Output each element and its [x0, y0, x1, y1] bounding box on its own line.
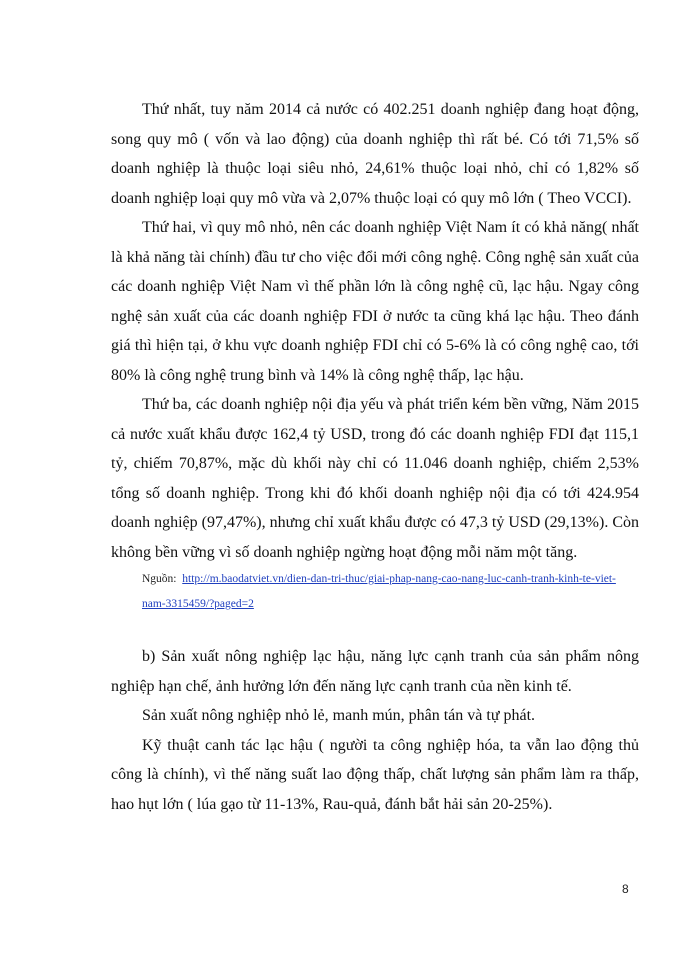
paragraph-second-point: Thứ hai, vì quy mô nhỏ, nên các doanh nghiệp Việt Nam ít có khả năng( nhất là khả năng tài chính) đầu tư cho việc đổi mới công nghệ. Công nghệ sản xuất của các doanh nghiệp Việt Nam vì thế phần lớn là công nghệ cũ, lạc hậu. Ngay công nghệ sản xuất của các doanh nghiệp FDI ở nước ta cũng khá lạc hậu. Theo đánh giá thì hiện tại, ở khu vực doanh nghiệp FDI chỉ có 5-6% là có công nghệ cao, tới 80% là công nghệ trung bình và 14% là công nghệ thấp, lạc hậu. — [111, 219, 639, 384]
source-label: Nguồn: — [142, 573, 177, 585]
page-number: 8 — [622, 882, 629, 896]
source-citation — [111, 567, 639, 617]
section-b-paragraph-1: Sản xuất nông nghiệp nhỏ lẻ, manh mún, phân tán và tự phát. — [142, 707, 536, 724]
section-b-heading: b) Sản xuất nông nghiệp lạc hậu, năng lực cạnh tranh của sản phẩm nông nghiệp hạn chế, ảnh hưởng lớn đến năng lực cạnh tranh của nền kinh tế. — [111, 648, 639, 695]
source-link[interactable]: http://m.baodatviet.vn/dien-dan-tri-thuc/giai-phap-nang-cao-nang-luc-canh-tranh-kinh-te-viet-nam-3315459/?paged=2 — [142, 573, 616, 610]
paragraph-first-point: Thứ nhất, tuy năm 2014 cả nước có 402.251 doanh nghiệp đang hoạt động, song quy mô ( vốn và lao động) của doanh nghiệp thì rất bé. Có tới 71,5% số doanh nghiệp là thuộc loại siêu nhỏ, 24,61% thuộc loại nhỏ, chỉ có 1,82% số doanh nghiệp loại quy mô vừa và 2,07% thuộc loại có quy mô lớn ( Theo VCCI). — [111, 101, 639, 207]
page-body — [111, 95, 639, 819]
section-b-paragraph-2: Kỹ thuật canh tác lạc hậu ( người ta công nghiệp hóa, ta vẫn lao động thủ công là chính), vì thế năng suất lao động thấp, chất lượng sản phẩm làm ra thấp, hao hụt lớn ( lúa gạo từ 11-13%, Rau-quả, đánh bắt hải sản 20-25%). — [111, 736, 639, 813]
paragraph-third-point: Thứ ba, các doanh nghiệp nội địa yếu và phát triển kém bền vững, Năm 2015 cả nước xuất khẩu được 162,4 tỷ USD, trong đó các doanh nghiệp FDI đạt 115,1 tỷ, chiếm 70,87%, mặc dù khối này chỉ có 11.046 doanh nghiệp, chiếm 2,53% tổng số doanh nghiệp. Trong khi đó khối doanh nghiệp nội địa có tới 424.954 doanh nghiệp (97,47%), nhưng chỉ xuất khẩu được có 47,3 tỷ USD (29,13%). Còn không bền vững vì số doanh nghiệp ngừng hoạt động mỗi năm một tăng. — [111, 396, 639, 561]
spacer — [111, 617, 639, 642]
